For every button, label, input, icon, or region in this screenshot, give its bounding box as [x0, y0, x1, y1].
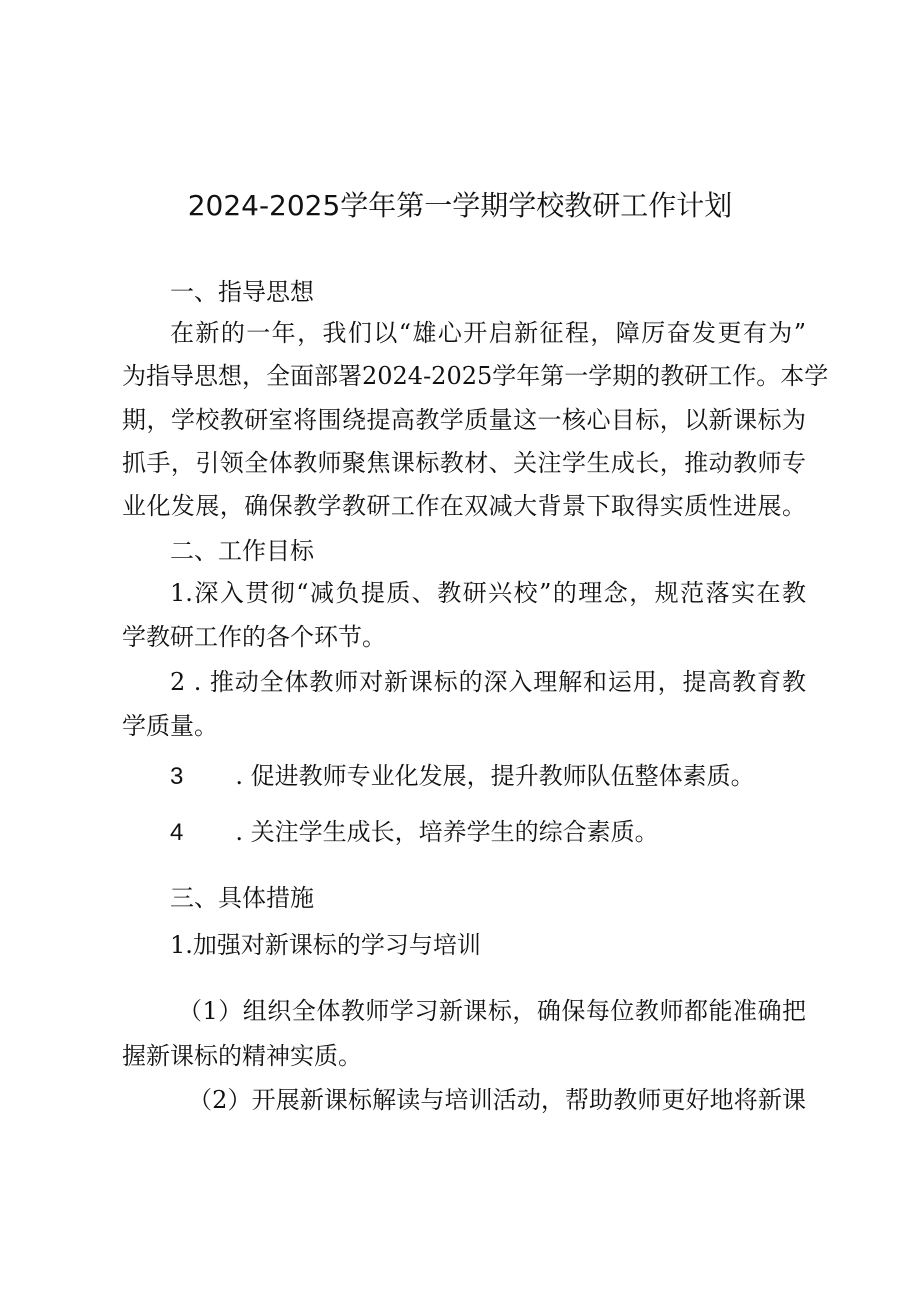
- goal-item-2-continued: 学质量。: [122, 712, 218, 740]
- document-title: 2024-2025学年第一学期学校教研工作计划: [187, 189, 733, 222]
- goal-item-4: [170, 817, 659, 848]
- section-heading-measures: 三、具体措施: [170, 884, 314, 912]
- section-heading-guiding-ideology: 一、指导思想: [170, 278, 314, 306]
- paragraph-line: 为指导思想，全面部署2024-2025学年第一学期的教研工作。本学: [122, 362, 829, 390]
- goal-item-4-number: 4: [170, 819, 184, 846]
- measure-subheading-1: 1.加强对新课标的学习与培训: [170, 931, 481, 959]
- paragraph-line: 期，学校教研室将围绕提高教学质量这一核心目标，以新课标为: [122, 406, 806, 434]
- goal-item-1: 1.深入贯彻“减负提质、教研兴校”的理念，规范落实在教: [170, 579, 806, 607]
- paragraph-line: 业化发展，确保教学教研工作在双减大背景下取得实质性进展。: [122, 492, 806, 520]
- measure-paragraph-2: （2）开展新课标解读与培训活动，帮助教师更好地将新课: [188, 1086, 806, 1114]
- goal-item-2: 2 . 推动全体教师对新课标的深入理解和运用，提高教育教: [170, 668, 806, 696]
- measure-paragraph-1-continued: 握新课标的精神实质。: [122, 1042, 362, 1070]
- goal-item-3-number: 3: [170, 763, 184, 790]
- goal-item-4-text: . 关注学生成长，培养学生的综合素质。: [235, 818, 659, 846]
- paragraph-line: 抓手，引领全体教师聚焦课标教材、关注学生成长，推动教师专: [122, 449, 806, 477]
- measure-paragraph-1: （1）组织全体教师学习新课标，确保每位教师都能准确把: [178, 997, 806, 1025]
- goal-item-3: [170, 761, 755, 792]
- goal-item-1-continued: 学教研工作的各个环节。: [122, 623, 386, 651]
- section-heading-work-goals: 二、工作目标: [170, 537, 314, 565]
- paragraph-line: 在新的一年，我们以“雄心开启新征程，障厉奋发更有为”: [170, 319, 806, 347]
- goal-item-3-text: . 促进教师专业化发展，提升教师队伍整体素质。: [235, 762, 755, 790]
